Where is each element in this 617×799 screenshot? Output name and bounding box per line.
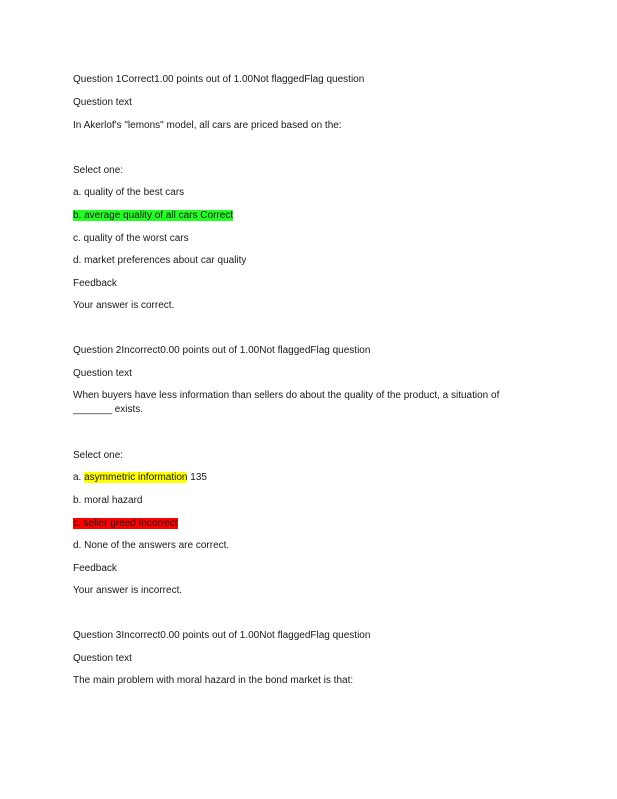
- question-1-header: Question 1Correct1.00 points out of 1.00Not flaggedFlag question: [73, 74, 365, 85]
- question-2-header: Question 2Incorrect0.00 points out of 1.00Not flaggedFlag question: [73, 345, 371, 356]
- question-1-option-c: c. quality of the worst cars: [73, 233, 189, 244]
- question-1-option-b-row: [73, 209, 233, 222]
- question-3-prompt: The main problem with moral hazard in the bond market is that:: [73, 675, 354, 686]
- question-2-select-label: Select one:: [73, 450, 124, 461]
- question-2-feedback: Your answer is incorrect.: [73, 585, 183, 596]
- question-2-option-a: [73, 471, 207, 484]
- question-1-select-label: Select one:: [73, 165, 124, 176]
- question-2-feedback-label: Feedback: [73, 563, 117, 574]
- question-2-option-c-row: [73, 517, 178, 530]
- question-2-option-d: d. None of the answers are correct.: [73, 540, 230, 551]
- question-1-prompt: In Akerlof's "lemons" model, all cars are priced based on the:: [73, 120, 342, 131]
- question-2-option-a-suffix: 135: [187, 472, 207, 483]
- question-3-header: Question 3Incorrect0.00 points out of 1.00Not flaggedFlag question: [73, 630, 371, 641]
- question-2-option-a-prefix: a.: [73, 472, 85, 483]
- question-1-option-d: d. market preferences about car quality: [73, 255, 247, 266]
- question-1-feedback-label: Feedback: [73, 278, 117, 289]
- question-2-prompt: When buyers have less information than sellers do about the quality of the product, a situation of _______ exists.: [73, 390, 500, 415]
- question-2-option-c: c. seller greed Incorrect: [73, 518, 178, 529]
- question-1-text-label: Question text: [73, 97, 132, 108]
- question-2-option-b: b. moral hazard: [73, 495, 143, 506]
- question-1-option-b: b. average quality of all cars Correct: [73, 210, 234, 221]
- question-1-option-a: a. quality of the best cars: [73, 187, 185, 198]
- question-2-option-a-highlight: asymmetric information: [84, 472, 188, 483]
- question-3-text-label: Question text: [73, 653, 132, 664]
- question-2-text-label: Question text: [73, 368, 132, 379]
- question-1-feedback: Your answer is correct.: [73, 300, 175, 311]
